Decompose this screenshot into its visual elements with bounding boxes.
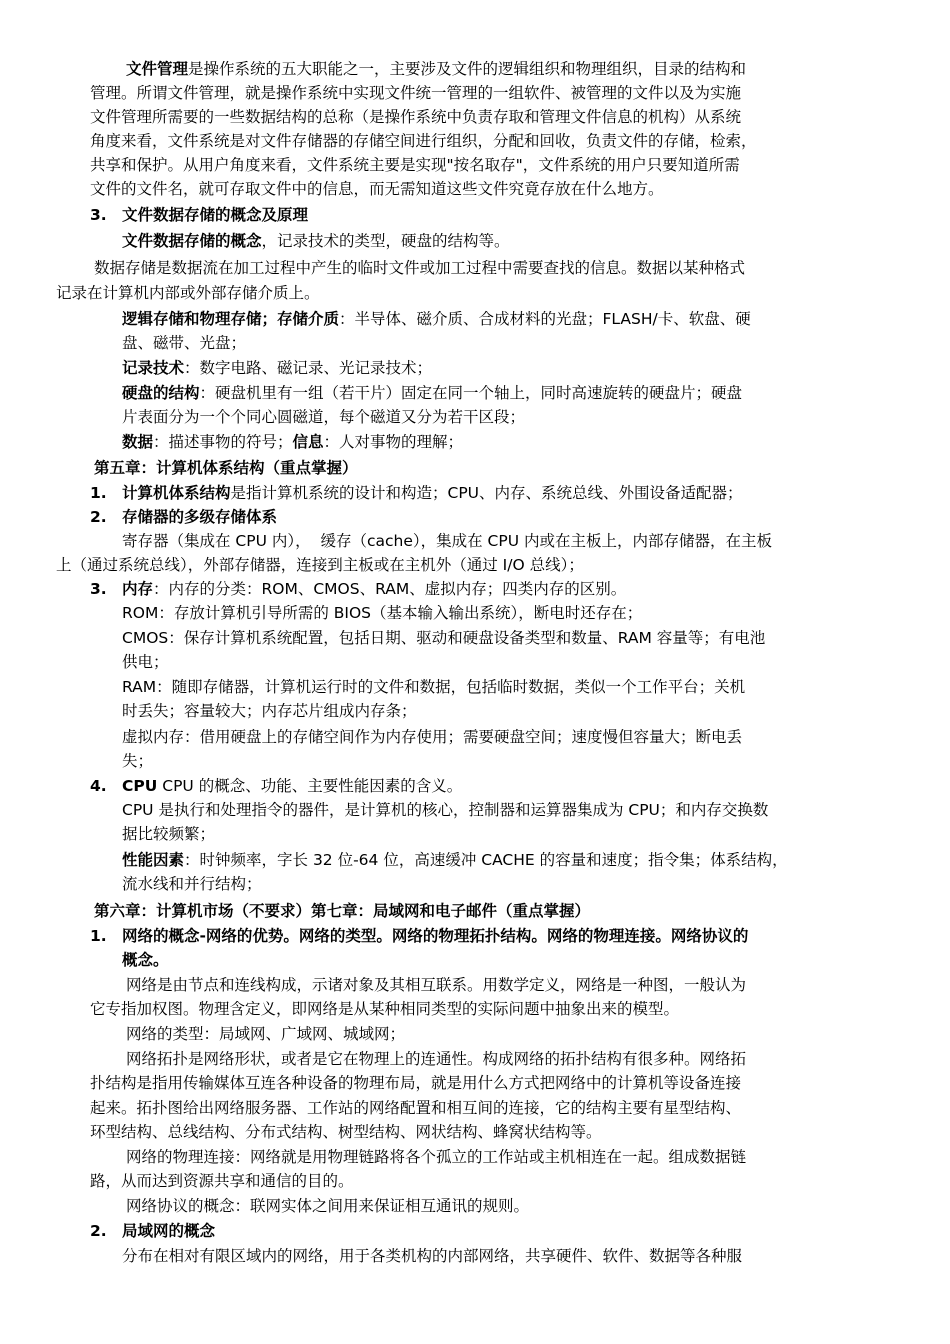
perf-line-2: 流水线和并行结构； (122, 875, 262, 893)
def-line-2: 记录在计算机内部或外部存储介质上。 (56, 284, 320, 302)
bold-term: CPU (122, 777, 158, 795)
arch-line (122, 482, 743, 506)
harddisk-line (122, 382, 742, 406)
text: ：描述事物的符号； (153, 433, 293, 451)
list-number: 2. (90, 1222, 107, 1240)
text: ：硬盘机里有一组（若干片）固定在同一个轴上，同时高速旋转的硬盘片；硬盘 (199, 384, 743, 402)
lan-heading: 局域网的概念 (122, 1222, 216, 1240)
list-number: 3. (90, 206, 107, 224)
text: CPU 的概念、功能、主要性能因素的含义。 (157, 777, 463, 795)
bold-term: 内存 (122, 580, 154, 598)
text: ：半导体、磁介质、合成材料的光盘；FLASH/卡、软盘、硬 (339, 310, 751, 328)
bold-term: 信息 (292, 433, 324, 451)
network-heading-2: 概念。 (122, 951, 169, 969)
bold-term: 计算机体系结构 (122, 484, 231, 502)
ram-line-1: RAM：随即存储器，计算机运行时的文件和数据，包括临时数据，类似一个工作平台；关机 (122, 678, 746, 696)
rom-line: ROM：存放计算机引导所需的 BIOS（基本输入输出系统），断电时还存在； (122, 604, 643, 622)
list-number: 1. (90, 484, 107, 502)
def-line-1: 数据存储是数据流在加工过程中产生的临时文件或加工过程中需要查找的信息。数据以某种格式 (94, 259, 746, 277)
text: 是指计算机系统的设计和构造；CPU、内存、系统总线、外围设备适配器； (230, 484, 743, 502)
bold-term: 文件管理 (126, 60, 189, 78)
net-types-line: 网络的类型：局域网、广域网、城域网； (126, 1025, 406, 1043)
cmos-line-1: CMOS：保存计算机系统配置，包括日期、驱动和硬盘设备类型和数量、RAM 容量等；有电池 (122, 629, 766, 647)
file-mgmt-line-4: 角度来看，文件系统是对文件存储器的存储空间进行组织，分配和回收，负责文件的存储，检索， (90, 132, 757, 150)
cpu-line-1: CPU 是执行和处理指令的器件，是计算机的核心，控制器和运算器集成为 CPU；和内存交换数 (122, 801, 769, 819)
list-number: 1. (90, 927, 107, 945)
bold-term: 数据 (122, 433, 154, 451)
hierarchy-line-2: 上（通过系统总线），外部存储器，连接到主板或在主机外（通过 I/O 总线）； (56, 556, 584, 574)
list-number: 3. (90, 580, 107, 598)
text: ，记录技术的类型，硬盘的结构等。 (261, 232, 510, 250)
file-mgmt-line-3: 文件管理所需要的一些数据结构的总称（是操作系统中负责存取和管理文件信息的机构）从系统 (90, 108, 742, 126)
topo-line-1: 网络拓扑是网络形状，或者是它在物理上的连通性。构成网络的拓扑结构有很多种。网络拓 (126, 1050, 747, 1068)
chapter-heading: 第六章：计算机市场（不要求）第七章：局域网和电子邮件（重点掌握） (94, 902, 591, 920)
file-mgmt-line-5: 共享和保护。从用户角度来看，文件系统主要是实现"按名取存"，文件系统的用户只要知道所需 (90, 156, 740, 174)
phys-line-2: 路，从而达到资源共享和通信的目的。 (90, 1172, 354, 1190)
list-number: 2. (90, 508, 107, 526)
cmos-line-2: 供电； (122, 653, 169, 671)
phys-line-1: 网络的物理连接：网络就是用物理链路将各个孤立的工作站或主机相连在一起。组成数据链 (126, 1148, 747, 1166)
net-def-line-2: 它专指加权图。物理含定义，即网络是从某种相同类型的实际问题中抽象出来的模型。 (90, 1000, 680, 1018)
lan-line-1: 分布在相对有限区域内的网络，用于各类机构的内部网络，共享硬件、软件、数据等各种服 (122, 1247, 743, 1265)
file-mgmt-line-2: 管理。所谓文件管理，就是操作系统中实现文件统一管理的一组软件、被管理的文件以及为实施 (90, 84, 742, 102)
vm-line-2: 失； (122, 752, 154, 770)
list-number: 4. (90, 777, 107, 795)
harddisk-line-2: 片表面分为一个个同心圆磁道，每个磁道又分为若干区段； (122, 408, 526, 426)
text: 是操作系统的五大职能之一，主要涉及文件的逻辑组织和物理组织，目录的结构和 (188, 60, 747, 78)
cpu-heading-line (122, 775, 462, 799)
topo-line-3: 起来。拓扑图给出网络服务器、工作站的网络配置和相互间的连接，它的结构主要有星型结构、 (90, 1099, 742, 1117)
file-mgmt-line-1 (126, 58, 746, 82)
protocol-line: 网络协议的概念：联网实体之间用来保证相互通讯的规则。 (126, 1197, 530, 1215)
vm-line-1: 虚拟内存：借用硬盘上的存储空间作为内存使用；需要硬盘空间；速度慢但容量大；断电丢 (122, 728, 743, 746)
data-info-line (122, 431, 463, 455)
network-heading-1: 网络的概念-网络的优势。网络的类型。网络的物理拓扑结构。网络的物理连接。网络协议的 (122, 927, 749, 945)
topo-line-4: 环型结构、总线结构、分布式结构、树型结构、网状结构、蜂窝状结构等。 (90, 1123, 602, 1141)
text: ：内存的分类：ROM、CMOS、RAM、虚拟内存；四类内存的区别。 (153, 580, 627, 598)
ram-line-2: 时丢失；容量较大；内存芯片组成内存条； (122, 702, 417, 720)
chapter-heading: 第五章：计算机体系结构（重点掌握） (94, 459, 358, 477)
cpu-line-2: 据比较频繁； (122, 825, 216, 843)
logic-storage-line-2: 盘、磁带、光盘； (122, 334, 247, 352)
section-heading: 文件数据存储的概念及原理 (122, 206, 309, 224)
memory-hierarchy-heading: 存储器的多级存储体系 (122, 508, 278, 526)
bold-term: 记录技术 (122, 359, 185, 377)
text: ：人对事物的理解； (323, 433, 464, 451)
perf-line (122, 849, 788, 873)
concept-line (122, 230, 510, 254)
logic-storage-line (122, 308, 751, 332)
text: ：数字电路、磁记录、光记录技术； (184, 359, 433, 377)
net-def-line-1: 网络是由节点和连线构成，示诸对象及其相互联系。用数学定义，网络是一种图，一般认为 (126, 976, 747, 994)
file-mgmt-line-6: 文件的文件名，就可存取文件中的信息，而无需知道这些文件究竟存放在什么地方。 (90, 180, 664, 198)
text: ：时钟频率，字长 32 位-64 位，高速缓冲 CACHE 的容量和速度；指令集；体系结构， (184, 851, 788, 869)
bold-term: 文件数据存储的概念 (122, 232, 262, 250)
record-tech-line (122, 357, 432, 381)
bold-term: 硬盘的结构 (122, 384, 200, 402)
bold-term: 逻辑存储和物理存储；存储介质 (122, 310, 340, 328)
topo-line-2: 扑结构是指用传输媒体互连各种设备的物理布局，就是用什么方式把网络中的计算机等设备连接 (90, 1074, 742, 1092)
bold-term: 性能因素 (122, 851, 185, 869)
ram-heading-line (122, 578, 626, 602)
hierarchy-line-1: 寄存器（集成在 CPU 内）， 缓存（cache），集成在 CPU 内或在主板上，内部存储器，在主板 (122, 532, 772, 550)
